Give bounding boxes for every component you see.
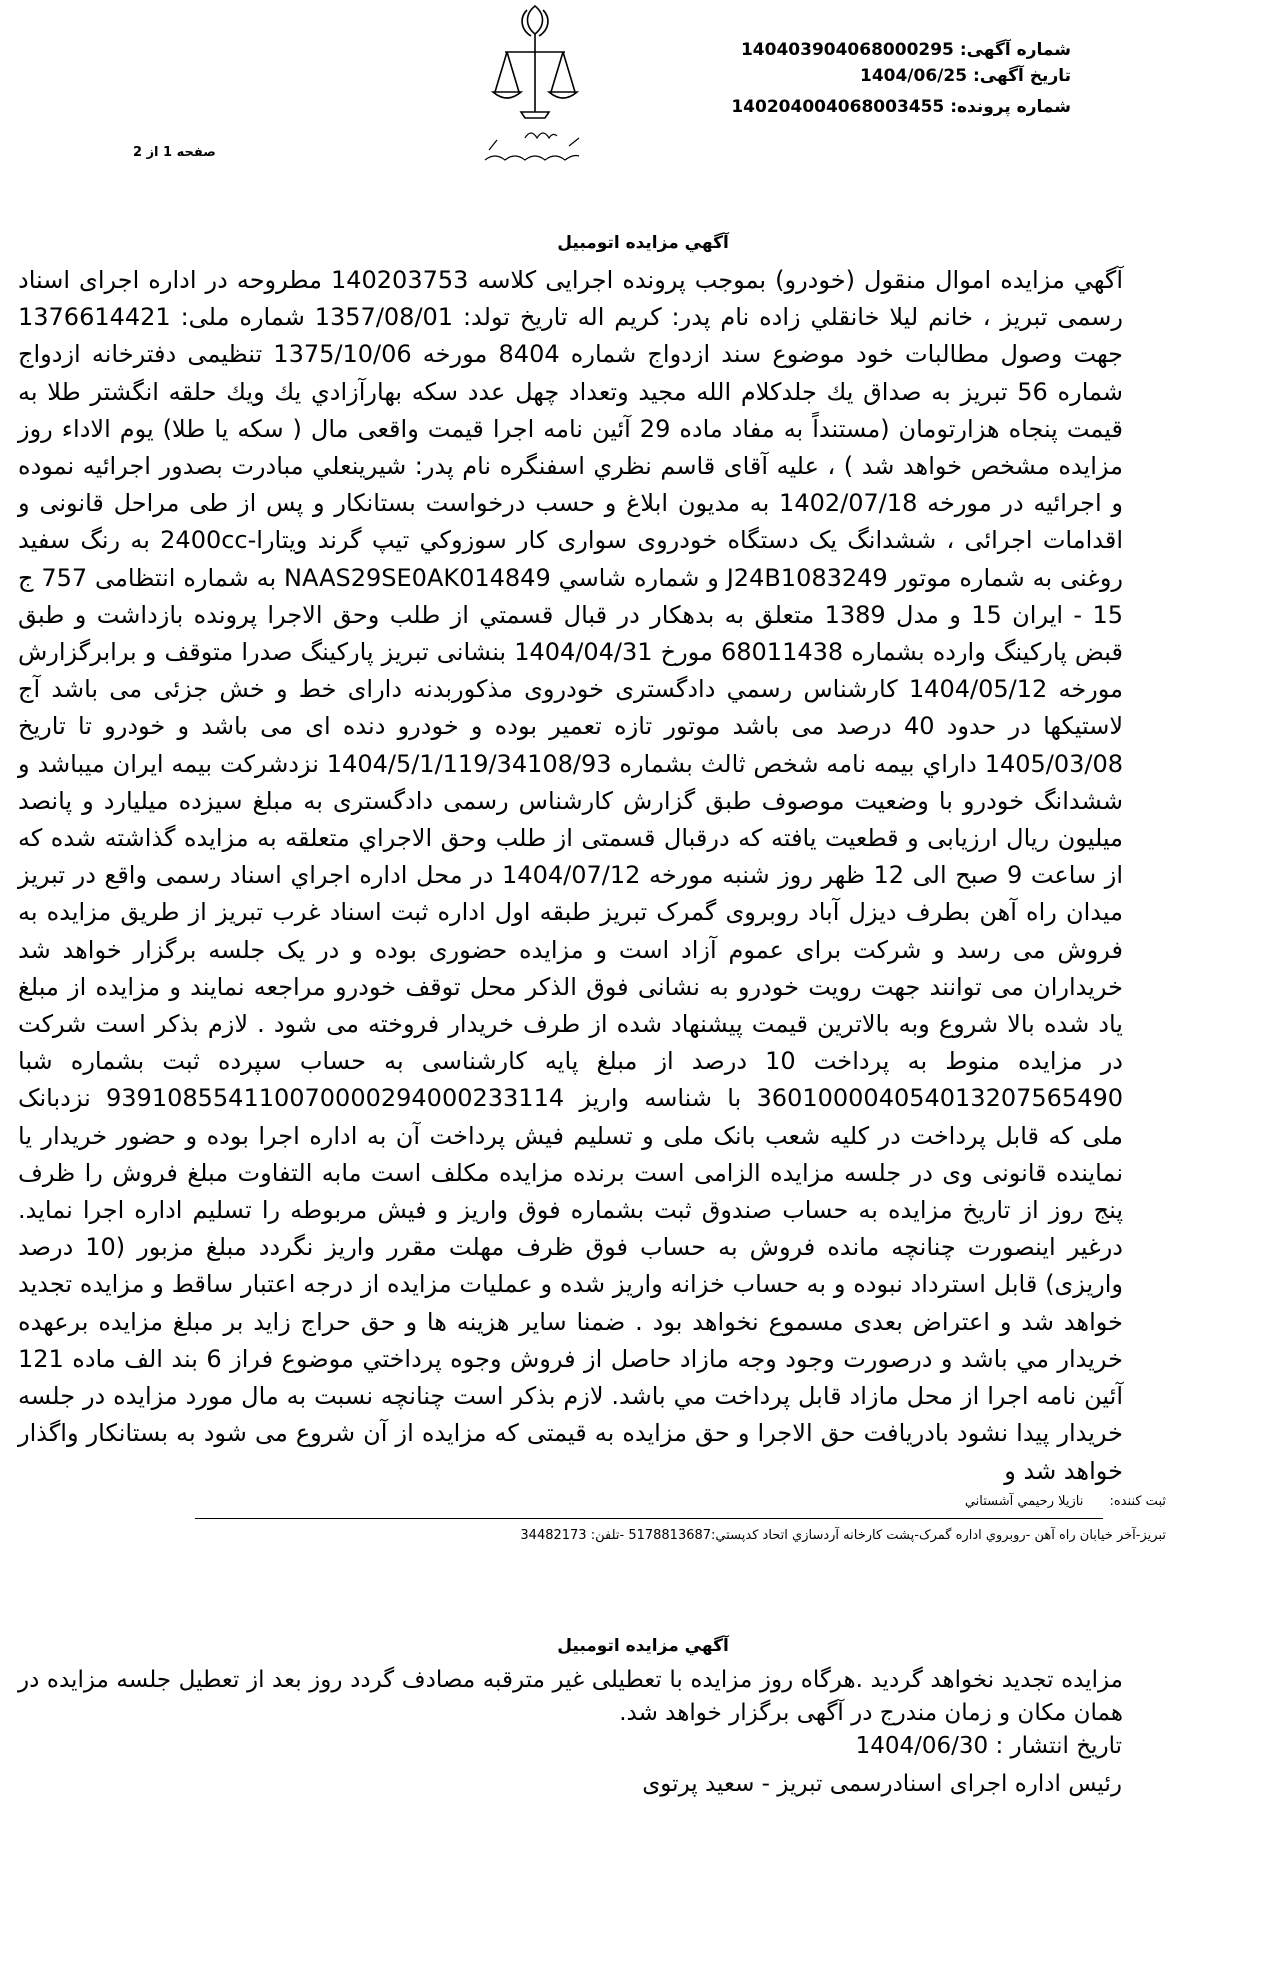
notice-title: آگهي مزايده اتومبيل	[557, 233, 729, 253]
page2-body: مزایده تجدید نخواهد گردید .هرگاه روز مزایده با تعطیلی غیر مترقبه مصادف گردد روز بعد از تعطیل جلسه مزایده در همان مکان و زمان مندرج در آگهی برگزار خواهد شد.	[18, 1667, 1123, 1726]
notice-number-value: 140403904068000295	[740, 40, 954, 60]
judiciary-emblem-logo	[465, 0, 605, 175]
notice-date-label: تاریخ آگهی:	[972, 66, 1071, 86]
publish-date: تاریخ انتشار : 1404/06/30	[855, 1733, 1122, 1759]
registrar-name: نازیلا رحیمي آشستاني	[964, 1494, 1084, 1509]
file-number-label: شماره پرونده:	[950, 97, 1071, 117]
notice-body: آگهي مزايده اموال منقول (خودرو) بموجب پرونده اجرایی کلاسه 140203753 مطروحه در اداره اجرای اسناد رسمی تبریز ، خانم لیلا خانقلي زاده نام پدر: کریم اله تاریخ تولد: 1357/08/01 شماره ملی: 1376614421 جهت وصول مطالبات خود موضوع سند ازدواج شماره 8404 مورخه 1375/10/06 تنظیمی دفترخانه ازدواج شماره 56 تبریز به صداق يك جلدكلام الله مجيد وتعداد چهل عدد سكه بهارآزادي يك ويك حلقه انگشتر طلا به قيمت پنجاه هزارتومان (مستنداً به مفاد ماده 29 آئین نامه اجرا قیمت واقعی مال ( سکه یا طلا) یوم الاداء روز مزایده مشخص خواهد شد ) ، علیه آقای قاسم نظري اسفنگره نام پدر: شيرينعلي مبادرت بصدور اجرائیه نموده و اجرائیه در مورخه 1402/07/18 به مدیون ابلاغ و حسب درخواست بستانکار و پس از طی مراحل قانونی و اقدامات اجرائی ، ششدانگ یک دستگاه خودروی سواری کار سوزوكي تيپ گرند ويتارا-2400cc به رنگ سفيد روغنی به شماره موتور J24B1083249 و شماره شاسي NAAS29SE0AK014849 به شماره انتظامی 757 ج 15 - ایران 15 و مدل 1389 متعلق به بدهکار در قبال قسمتي از طلب وحق الاجرا پرونده بازداشت و طبق قبض پارکینگ وارده بشماره 68011438 مورخ 1404/04/31 بنشانی تبریز پارکینگ صدرا متوقف و برابرگزارش مورخه 1404/05/12 کارشناس رسمي دادگستری خودروی مذکوربدنه دارای خط و خش جزئی می باشد آج لاستیکها در حدود 40 درصد می باشد موتور تازه تعمیر بوده و خودرو دنده ای می باشد و خودرو تا تاریخ 1405/03/08 داراي بیمه نامه شخص ثالث بشماره 1404/5/1/119/34108/93 نزدشرکت بیمه ایران میباشد و ششدانگ خودرو با وضعیت موصوف طبق گزارش کارشناس رسمی دادگستری به مبلغ سیزده میلیارد و پانصد میلیون ریال ارزیابی و قطعیت یافته که درقبال قسمتی از طلب وحق الاجراي متعلقه به مزايده گذاشته شده که از ساعت 9 صبح الی 12 ظهر روز شنبه مورخه 1404/07/12 در محل اداره اجراي اسناد رسمی واقع در تبریز میدان راه آهن بطرف دیزل آباد روبروی گمرک تبریز طبقه اول اداره ثبت اسناد غرب تبریز از طريق مزايده به فروش می رسد و شرکت برای عموم آزاد است و مزایده حضوری بوده و در یک جلسه برگزار خواهد شد خریداران می توانند جهت رویت خودرو به نشانی فوق الذکر محل توقف خودرو مراجعه نمایند و مزایده از مبلغ یاد شده بالا شروع وبه بالاترین قیمت پیشنهاد شده از طرف خریدار فروخته می شود . لازم بذکر است شرکت در مزایده منوط به پرداخت 10 درصد از مبلغ پایه کارشناسی به حساب سپرده ثبت بشماره شبا 360100004054013207565490 با شناسه واریز 939108554110070000294000233114 نزدبانک ملی که قابل پرداخت در کلیه شعب بانک ملی و تسلیم فیش پرداخت آن به اداره اجرا بوده و حضور خریدار یا نماینده قانونی وی در جلسه مزایده الزامی است برنده مزایده مکلف است مابه التفاوت مبلغ فروش را ظرف پنج روز از تاریخ مزایده به حساب صندوق ثبت بشماره فوق واریز و فیش مربوطه را تسلیم اداره اجرا نماید. درغیر اینصورت چنانچه مانده فروش به حساب فوق ظرف مهلت مقرر واریز نگردد مبلغ مزبور (10 درصد واریزی) قابل استرداد نبوده و به حساب خزانه واریز شده و عملیات مزایده از درجه اعتبار ساقط و مزایده تجدید خواهد شد و اعتراض بعدی مسموع نخواهد بود . ضمنا سایر هزینه ها و حق حراج زاید بر مبلغ مزایده برعهده خریدار مي باشد و درصورت وجود وجه مازاد حاصل از فروش وجوه پرداختي موضوع فراز 6 بند الف ماده 121 آئین نامه اجرا از محل مازاد قابل پرداخت مي باشد. لازم بذکر است چنانچه نسبت به مال مورد مزایده در جلسه خریدار پیدا نشود بادریافت حق الاجرا و حق مزایده به قیمتی که مزایده از آن شروع می شود به بستانکار واگذار خواهد شد و	[18, 266, 1124, 1485]
registrar	[965, 1494, 1166, 1509]
notice-number	[741, 40, 1071, 60]
notice-date-value: 1404/06/25	[859, 66, 968, 86]
file-number-value: 140204004068003455	[731, 97, 945, 117]
registrar-label: ثبت کننده:	[1109, 1494, 1166, 1509]
footer-divider	[195, 1518, 1103, 1519]
page-indicator: صفحه 1 از 2	[133, 145, 216, 160]
footer-address: تبريز-آخر خيابان راه آهن -روبروي اداره گمرک-پشت کارخانه آردسازي اتحاد کدپستي:5178813687 -تلفن: 34482173	[520, 1528, 1166, 1543]
signature-line: رئیس اداره اجرای اسنادرسمی تبریز - سعید پرتوی	[642, 1771, 1122, 1797]
notice-number-label: شماره آگهی:	[959, 40, 1071, 60]
page2-title: آگهي مزايده اتومبيل	[557, 1636, 729, 1656]
file-number	[731, 97, 1071, 117]
notice-date	[860, 66, 1071, 86]
